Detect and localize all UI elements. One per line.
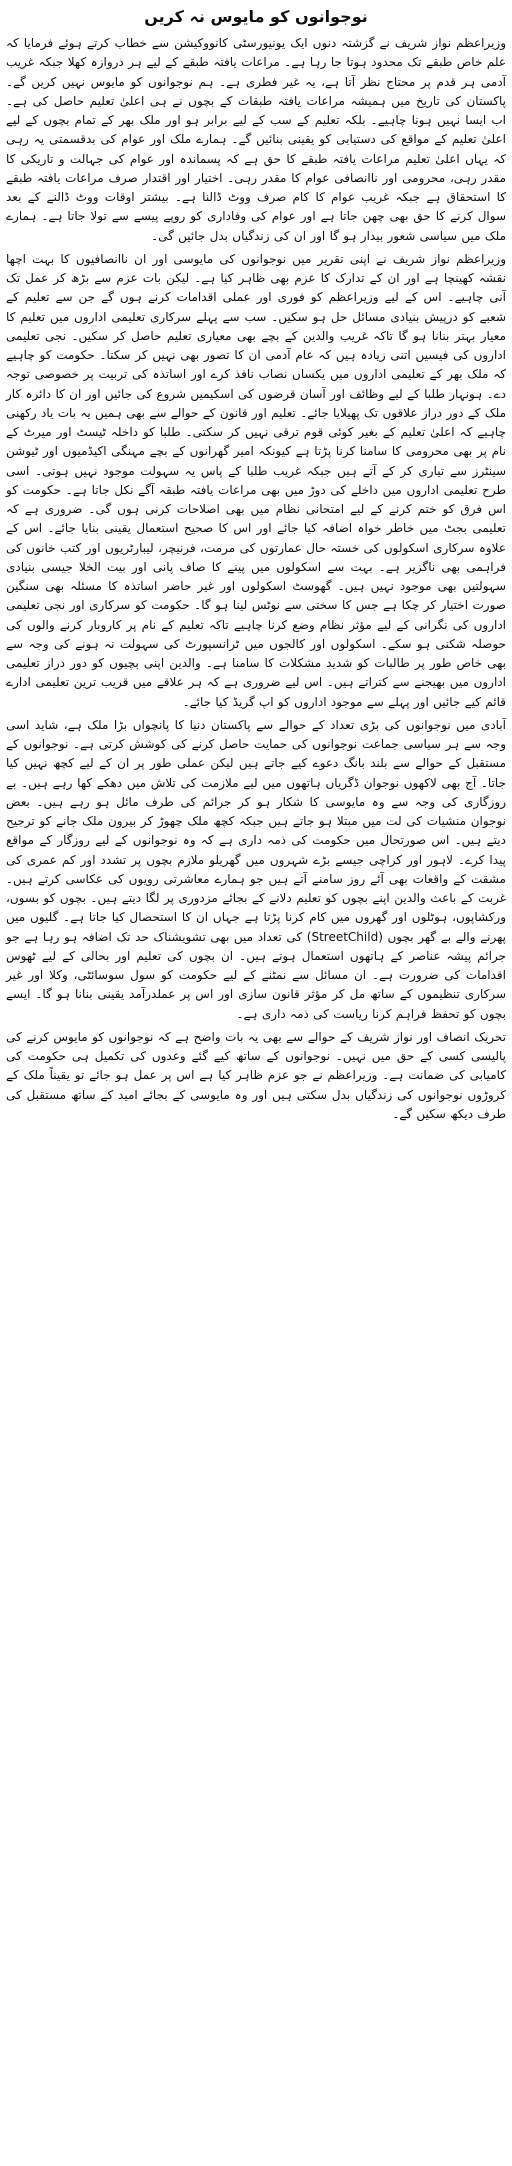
headline: نوجوانوں کو مایوس نہ کریں [144, 7, 368, 26]
article-paragraph: وزیراعظم نواز شریف نے اپنی تقریر میں نوجوانوں کی مایوسی اور ان ناانصافیوں کا بہت اچھا نقشہ کھینچا ہے اور ان کے تدارک کا عزم بھی ظاہر کیا ہے۔ لیکن بات عزم سے بڑھ کر عمل تک آنی چاہیے۔ اس کے لیے وزیراعظم کو فوری اور عملی اقدامات کرنے ہوں گے جن سے تعلیم کے شعبے کو درپیش بنیادی مسائل حل ہو سکیں۔ سب سے پہلے سرکاری تعلیمی اداروں میں تعلیم کا معیار بہتر بنانا ہو گا تاکہ غریب والدین کے بچے بھی معیاری تعلیم حاصل کر سکیں۔ نجی تعلیمی اداروں کی فیسیں اتنی زیادہ ہیں کہ عام آدمی ان کا تصور بھی نہیں کر سکتا۔ حکومت کو چاہیے کہ ملک بھر کے تعلیمی اداروں میں یکساں نصاب نافذ کرے اور اساتذہ کی تربیت پر خصوصی توجہ دے۔ ہونہار طلبا کے لیے وظائف اور آسان قرضوں کی اسکیمیں شروع کی جائیں اور ان کا دائرہ کار ملک کے دور دراز علاقوں تک پھیلایا جائے۔ تعلیم اور قانون کے حوالے سے بھی ہمیں یہ بات یاد رکھنی چاہیے کہ اعلیٰ تعلیم کے بغیر کوئی قوم ترقی نہیں کر سکتی۔ طلبا کو داخلہ ٹیسٹ اور میرٹ کے نام پر بھی محرومی کا سامنا کرنا پڑتا ہے کیونکہ امیر گھرانوں کے بچے مہنگی اکیڈمیوں اور ٹیوشن سینٹرز سے تیاری کر کے آتے ہیں جبکہ غریب طلبا کے پاس یہ سہولت موجود نہیں ہوتی۔ اسی طرح تعلیمی اداروں میں داخلے کی دوڑ میں بھی مراعات یافتہ طبقہ آگے نکل جاتا ہے۔ حکومت کو اس فرق کو ختم کرنے کے لیے امتحانی نظام میں بھی اصلاحات کرنی ہوں گی۔ ضروری ہے کہ تعلیمی بجٹ میں خاطر خواہ اضافہ کیا جائے اور اس کا صحیح استعمال یقینی بنایا جائے۔ اس کے علاوہ سرکاری اسکولوں کی خستہ حال عمارتوں کی مرمت، فرنیچر، لیبارٹریوں اور کتب خانوں کی فراہمی بھی ناگزیر ہے۔ بہت سے اسکولوں میں پینے کا صاف پانی اور بیت الخلا جیسی بنیادی سہولتیں بھی موجود نہیں ہیں۔ گھوسٹ اسکولوں اور غیر حاضر اساتذہ کا مسئلہ بھی سنگین صورت اختیار کر چکا ہے جس کا سختی سے نوٹس لینا ہو گا۔ حکومت کو سرکاری اور نجی تعلیمی اداروں کی نگرانی کے لیے مؤثر نظام وضع کرنا چاہیے تاکہ تعلیم کے نام پر کاروبار کرنے والوں کی حوصلہ شکنی ہو سکے۔ اسکولوں اور کالجوں میں ٹرانسپورٹ کی سہولت نہ ہونے کی وجہ سے بھی خاص طور پر طالبات کو شدید مشکلات کا سامنا ہے۔ والدین اپنی بچیوں کو دور دراز تعلیمی اداروں میں بھیجنے سے کتراتے ہیں۔ اس لیے ضروری ہے کہ ہر علاقے میں قریب ترین تعلیمی ادارے قائم کیے جائیں اور پہلے سے موجود اداروں کو اپ گریڈ کیا جائے۔ [6, 251, 506, 709]
article-paragraph: آبادی میں نوجوانوں کی بڑی تعداد کے حوالے سے پاکستان دنیا کا پانچواں بڑا ملک ہے، شاید اسی وجہ سے ہر سیاسی جماعت نوجوانوں کی حمایت حاصل کرنے کی کوشش کرتی ہے۔ نوجوانوں کے مستقبل کے حوالے سے بلند بانگ دعوے کیے جاتے ہیں لیکن عملی طور پر ان کے لیے کچھ نہیں کیا جاتا۔ آج بھی لاکھوں نوجوان ڈگریاں ہاتھوں میں لیے ملازمت کی تلاش میں دھکے کھا رہے ہیں۔ بے روزگاری کی وجہ سے وہ مایوسی کا شکار ہو کر جرائم کی طرف مائل ہو رہے ہیں۔ بعض نوجوان منشیات کی لت میں مبتلا ہو جاتے ہیں جبکہ کچھ ملک چھوڑ کر بیرون ملک جانے کو ترجیح دیتے ہیں۔ اس صورتحال میں حکومت کی ذمہ داری ہے کہ وہ نوجوانوں کے لیے روزگار کے مواقع پیدا کرے۔ لاہور اور کراچی جیسے بڑے شہروں میں گھریلو ملازم بچوں پر تشدد اور کم عمری کی مشقت کے واقعات بھی آئے روز سامنے آتے ہیں جو ہمارے معاشرتی رویوں کی عکاسی کرتے ہیں۔ غربت کے باعث والدین اپنے بچوں کو تعلیم دلانے کے بجائے مزدوری پر لگا دیتے ہیں۔ بچوں کو بسوں، ورکشاپوں، ہوٹلوں اور گھروں میں کام کرنا پڑتا ہے جہاں ان کا استحصال کیا جاتا ہے۔ گلیوں میں پھرنے والے بے گھر بچوں (StreetChild) کی تعداد میں بھی تشویشناک حد تک اضافہ ہو رہا ہے جو جرائم پیشہ عناصر کے ہاتھوں استعمال ہوتے ہیں۔ ان بچوں کی تعلیم اور بحالی کے لیے ٹھوس اقدامات کی ضرورت ہے۔ ان مسائل سے نمٹنے کے لیے حکومت کو سول سوسائٹی، وکلا اور غیر سرکاری تنظیموں کے ساتھ مل کر مؤثر قانون سازی اور اس پر عملدرآمد یقینی بنانا ہو گا۔ ایسے بچوں کو تحفظ فراہم کرنا ریاست کی ذمہ داری ہے۔ [6, 717, 506, 1021]
article-body [6, 34, 506, 1124]
article-paragraph: وزیراعظم نواز شریف نے گزشتہ دنوں ایک یونیورسٹی کانووکیشن سے خطاب کرتے ہوئے فرمایا کہ علم خاص طبقے تک محدود ہوتا جا رہا ہے۔ مراعات یافتہ طبقے کے لیے ہر دروازہ کھلا جبکہ غریب آدمی ہر قدم پر محتاج نظر آتا ہے، یہ غیر فطری ہے۔ ہم نوجوانوں کو مایوس نہیں کریں گے۔ پاکستان کی تاریخ میں ہمیشہ مراعات یافتہ طبقات کے بچوں نے ہی اعلیٰ تعلیم حاصل کی ہے۔ اب ایسا نہیں ہونا چاہیے۔ بلکہ تعلیم کے سب کے لیے برابر ہو اور ملک بھر کے تمام بچوں کے لیے اعلیٰ تعلیم کے مواقع کی دستیابی کو یقینی بنائیں گے۔ ہمارے ملک اور عوام کی بدقسمتی یہ رہی کہ یہاں اعلیٰ تعلیم مراعات یافتہ طبقے کا حق ہے کہ پسماندہ اور عوام کی جہالت و تاریکی کا مقدر رہی، محرومی اور ناانصافی عوام کا مقدر رہی۔ اختیار اور اقتدار صرف مراعات یافتہ طبقے کا استحقاق ہے جبکہ غریب عوام کا کام صرف ووٹ ڈالنا ہے۔ بیشتر اوقات ووٹ ڈالنے کے بعد سوال کرنے کا حق بھی چھن جاتا ہے اور عوام کی وفاداری کو روپے پیسے سے تولا جاتا ہے۔ ہمارے ملک میں سیاسی شعور بیدار ہو گا اور ان کی زندگیاں بدل جائیں گی۔ [6, 36, 506, 243]
article-paragraph: تحریک انصاف اور نواز شریف کے حوالے سے بھی یہ بات واضح ہے کہ نوجوانوں کو مایوس کرنے کی پالیسی کسی کے حق میں نہیں۔ نوجوانوں کے ساتھ کیے گئے وعدوں کی تکمیل ہی حکومت کی کامیابی کی ضمانت ہے۔ وزیراعظم نے جو عزم ظاہر کیا ہے اس پر عمل ہو جائے تو یقیناً ملک کے کروڑوں نوجوانوں کی زندگیاں بدل سکتی ہیں اور وہ مایوسی کے بجائے امید کے ساتھ مستقبل کی طرف دیکھ سکیں گے۔ [6, 1029, 506, 1121]
